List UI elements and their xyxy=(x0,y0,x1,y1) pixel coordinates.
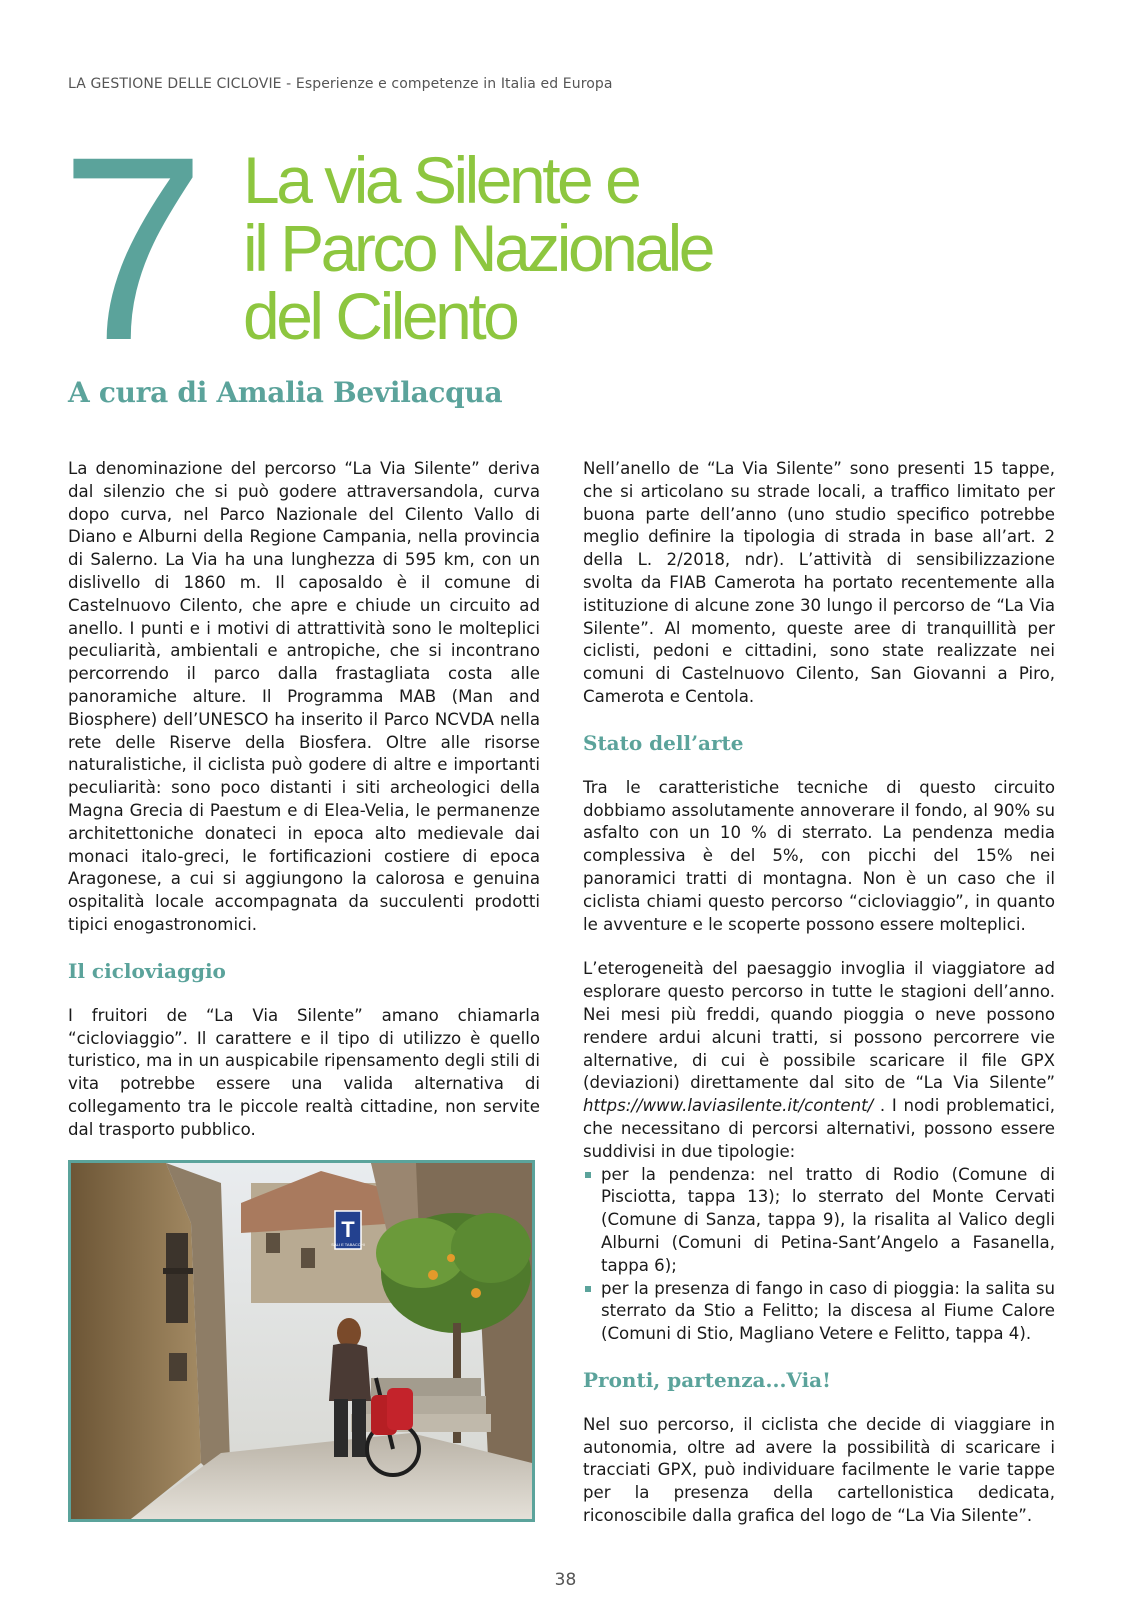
gpx-download-link[interactable]: https://www.laviasilente.it/content/ xyxy=(583,1096,874,1116)
list-item: per la pendenza: nel tratto di Rodio (Comune di Pisciotta, tappa 13); lo sterrato del Monte Cervati (Comune di Sanza, tappa 9), la risalita al Valico degli Alburni (Comuni di Petina-Sant’Angelo a Fasanella, tappa 6); xyxy=(583,1164,1055,1278)
section-heading-stato-arte: Stato dell’arte xyxy=(583,730,744,755)
landscape-text-end: . I nodi problematici, che necessitano di percorsi alternativi, possono essere suddivisi in due tipologie: xyxy=(583,1096,1055,1161)
section-heading-cicloviaggio: Il cicloviaggio xyxy=(68,958,226,983)
list-item: per la presenza di fango in caso di pioggia: la salita su sterrato da Stio a Felitto; la discesa al Fiume Calore (Comuni di Stio, Magliano Vetere e Felitto, tappa 4). xyxy=(583,1278,1055,1346)
left-column xyxy=(68,458,540,1142)
chapter-title-line-3: del Cilento xyxy=(243,279,517,353)
author-byline: A cura di Amalia Bevilacqua xyxy=(68,376,503,409)
signage-paragraph: Nel suo percorso, il ciclista che decide di viaggiare in autonomia, oltre ad avere la possibilità di scaricare i tracciati GPX, può individuare facilmente le varie tappe per la presenza della cartellonistica dedicata, riconoscibile dalla grafica del logo de “La Via Silente”. xyxy=(583,1414,1055,1526)
problem-nodes-list xyxy=(583,1164,1055,1346)
chapter-number: 7 xyxy=(60,102,198,395)
cicloviaggio-paragraph: I fruitori de “La Via Silente” amano chiamarla “cicloviaggio”. Il carattere e il tipo di utilizzo è quello turistico, ma in un auspicabile ripensamento degli stili di vita potrebbe essere una valida alternativa di collegamento tra le piccole realtà cittadine, non servite dal trasporto pubblico. xyxy=(68,1005,540,1139)
technical-paragraph: Tra le caratteristiche tecniche di questo circuito dobbiamo assolutamente annoverare il fondo, al 90% su asfalto con un 10 % di sterrato. La pendenza media complessiva è del 5%, con picchi del 15% nei panoramici tratti di montagna. Non è un caso che il ciclista chiami questo percorso “cicloviaggio”, in quanto le avventure e le scoperte possono essere molteplici. xyxy=(583,777,1055,934)
running-header: LA GESTIONE DELLE CICLOVIE - Esperienze e competenze in Italia ed Europa xyxy=(68,76,613,92)
chapter-title xyxy=(243,143,843,353)
intro-paragraph: La denominazione del percorso “La Via Silente” deriva dal silenzio che si può godere attraversandola, curva dopo curva, nel Parco Nazionale del Cilento Vallo di Diano e Alburni della Regione Campania, nella provincia di Salerno. La Via ha una lunghezza di 595 km, con un dislivello di 1860 m. Il caposaldo è il comune di Castelnuovo Cilento, che apre e chiude un circuito ad anello. I punti e i motivi di attrattività sono le molteplici peculiarità, ambientali e antropiche, che si incontrano percorrendo il parco dalla frastagliata costa alle panoramiche alture. Il Programma MAB (Man and Biosphere) dell’UNESCO ha inserito il Parco NCVDA nella rete delle Riserve della Biosfera. Oltre alle risorse naturalistiche, il ciclista può godere di altre e importanti peculiarità: sono poco distanti i siti archeologici della Magna Grecia di Paestum e di Elea-Velia, le permanenze architettoniche donateci in epoca alto medievale dai monaci italo-greci, le fortificazioni costiere di epoca Aragonese, a cui si aggiungono la calorosa e genuina ospitalità locale accompagnata da succulenti prodotti tipici enogastronomici. xyxy=(68,459,540,934)
article-photo xyxy=(68,1160,535,1522)
section-heading-pronti: Pronti, partenza...Via! xyxy=(583,1367,831,1392)
right-column xyxy=(583,458,1055,1528)
chapter-title-line-2: il Parco Nazionale xyxy=(243,211,712,285)
tabacchi-sign-letter: T xyxy=(341,1217,355,1242)
stages-paragraph: Nell’anello de “La Via Silente” sono presenti 15 tappe, che si articolano su strade locali, a traffico limitato per buona parte dell’anno (uno studio specifico potrebbe meglio definire la tipologia di strada in base all’art. 2 della L. 2/2018, ndr). L’attività di sensibilizzazione svolta da FIAB Camerota ha portato recentemente alla istituzione di alcune zone 30 lungo il percorso de “La Via Silente”. Al momento, queste aree di tranquillità per ciclisti, pedoni e cittadini, sono state realizzate nei comuni di Castelnuovo Cilento, San Giovanni a Piro, Camerota e Centola. xyxy=(583,459,1055,706)
tabacchi-sign-text: SALI E TABACCHI xyxy=(331,1242,365,1247)
chapter-title-line-1: La via Silente e xyxy=(243,143,639,217)
landscape-paragraph xyxy=(583,958,1055,1163)
street-cyclist-photo xyxy=(71,1163,532,1519)
page-number: 38 xyxy=(554,1570,577,1590)
landscape-text-start: L’eterogeneità del paesaggio invoglia il viaggiatore ad esplorare questo percorso in tutte le stagioni dell’anno. Nei mesi più freddi, quando pioggia o neve possono rendere ardui alcuni tratti, si possono percorrere vie alternative, di cui è possibile scaricare il file GPX (deviazioni) direttamente dal sito de “La Via Silente” xyxy=(583,959,1055,1093)
